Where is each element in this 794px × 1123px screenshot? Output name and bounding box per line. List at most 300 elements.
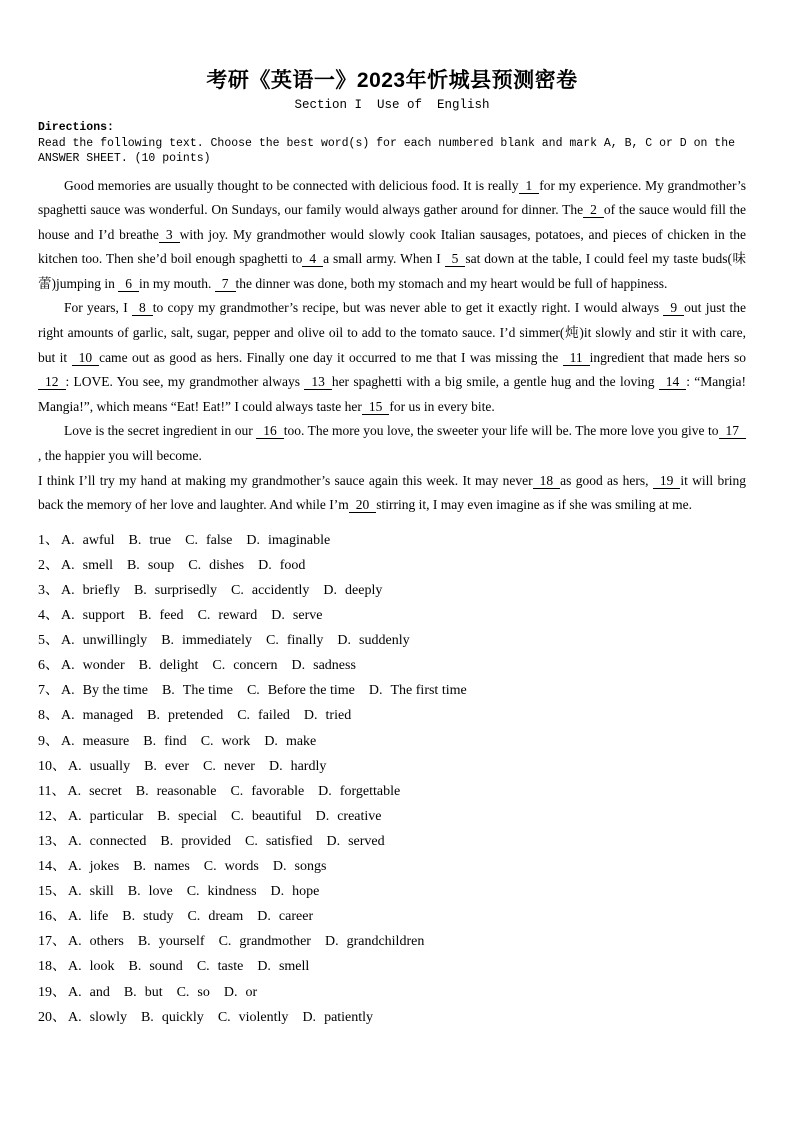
option-text: serve [292,608,323,624]
option-C [204,859,259,874]
option-label: A. [61,708,75,724]
passage-paragraph: Love is the secret ingredient in our 16 too. The more you love, the sweeter your life will be. The more love you give to 17, the happier you will become. [38,419,746,468]
option-C [230,784,304,799]
question-number: 12、 [38,808,66,824]
question-row-13 [38,829,746,854]
option-label: C. [218,934,232,950]
option-D [318,784,400,799]
option-A [68,834,146,849]
option-label: D. [368,683,383,699]
option-B [161,633,252,648]
option-text: smell [278,959,310,975]
option-text: kindness [207,884,257,900]
option-text: particular [89,808,144,824]
option-C [188,558,244,573]
option-C [197,959,244,974]
option-C [212,658,277,673]
option-label: C. [188,557,202,573]
option-B [122,909,173,924]
option-D [326,834,384,849]
question-row-8 [38,703,746,728]
option-label: C. [266,633,279,649]
question-number: 8、 [38,708,59,724]
option-text: love [148,884,173,900]
option-label: A. [61,633,75,649]
option-B [136,784,217,799]
option-label: A. [68,909,82,925]
option-label: C. [185,532,198,548]
question-number: 11、 [38,783,66,799]
option-B [129,533,172,548]
question-row-12 [38,804,746,829]
option-C [219,934,311,949]
option-text: food [279,557,306,573]
option-label: D. [302,1009,317,1025]
option-text: Before the time [267,683,355,699]
option-label: A. [68,984,82,1000]
cloze-blank-6: 6 [118,276,139,292]
option-text: work [221,733,251,749]
option-D [369,683,467,698]
option-text: feed [159,608,184,624]
option-label: C. [244,833,258,849]
cloze-blank-20: 20 [349,497,377,513]
question-number: 16、 [38,909,66,925]
option-text: unwillingly [82,633,148,649]
option-D [302,1010,373,1025]
option-label: D. [326,833,341,849]
question-number: 15、 [38,884,66,900]
cloze-blank-7: 7 [215,276,236,292]
option-text: served [348,833,385,849]
option-text: creative [337,808,382,824]
option-A [68,809,143,824]
option-B [162,683,233,698]
option-text: concern [233,658,278,674]
option-text: accidently [251,583,310,598]
question-row-9 [38,729,746,754]
question-number: 14、 [38,859,66,875]
cloze-blank-16: 16 [256,423,284,439]
option-text: skill [89,884,114,900]
question-row-4 [38,603,746,628]
option-label: B. [144,758,157,774]
option-text: violently [238,1009,289,1025]
question-row-15 [38,879,746,904]
option-text: life [89,909,109,925]
option-label: A. [61,583,75,598]
cloze-blank-15: 15 [362,399,390,415]
option-A [68,985,110,1000]
option-C [203,759,255,774]
option-label: C. [246,683,260,699]
section-heading: Section I Use of English [294,98,490,112]
option-text: managed [82,708,134,724]
option-label: B. [140,1009,154,1025]
option-B [139,608,184,623]
option-text: patiently [324,1009,374,1025]
question-number: 1、 [38,532,59,548]
question-list [38,528,746,1030]
passage-paragraph: For years, I 8 to copy my grandmother’s recipe, but was never able to get it exactly right. I would always 9 out just the right amounts of garlic, salt, sugar, pepper and olive oil to add to the tomato sauce. I’d simmer(炖)it slowly and stir it with care, but it 10 came out as good as hers. Finally one day it occurred to me that I was missing the 11 ingredient that made hers so 12 : LOVE. You see, my grandmother always 13 her spaghetti with a big smile, a gentle hug and the loving 14 : “Mangia! Mangia!”, which means “Eat! Eat!” I could always taste her 15 for us in every bite. [38,300,747,414]
question-row-20 [38,1005,746,1030]
directions-block [38,120,746,167]
question-number: 10、 [38,758,66,774]
option-label: D. [271,608,285,624]
option-text: suddenly [359,633,410,649]
option-D [337,633,409,648]
passage-paragraph: Good memories are usually thought to be connected with delicious food. It is really 1 for my experience. My grandmother’s spaghetti sauce was wonderful. On Sundays, our family would always gather around for dinner. The 2 of the sauce would fill the house and I’d breathe 3 with joy. My grandmother would slowly cook Italian sausages, potatoes, and pieces of chicken in the kitchen too. Then she’d boil enough spaghetti to 4 a small army. When I 5 sat down at the table, I could feel my taste buds(味蕾)jumping in 6 in my mouth. 7 the dinner was done, both my stomach and my heart would be full of happiness. [38,177,746,291]
option-label: D. [324,934,339,950]
option-C [177,985,210,1000]
option-label: D. [272,859,287,875]
option-text: true [149,532,172,548]
option-text: beautiful [251,808,302,824]
option-B [157,809,217,824]
option-text: reasonable [156,783,217,799]
option-label: C. [200,733,214,749]
question-number: 13、 [38,833,66,849]
option-C [201,734,251,749]
option-text: dream [208,909,244,925]
option-A [67,784,121,799]
option-C [237,708,290,723]
directions-label: Directions: [38,121,114,134]
option-text: secret [89,783,122,799]
option-text: The time [182,683,233,699]
option-text: and [89,984,110,1000]
option-A [68,909,108,924]
option-B [134,583,217,598]
option-text: taste [217,959,244,975]
option-B [160,834,231,849]
question-row-3 [38,578,746,603]
option-text: names [154,859,190,875]
option-text: sound [149,959,183,975]
option-label: C. [186,884,200,900]
option-label: A. [67,783,82,799]
option-text: others [89,934,124,950]
option-D [325,934,424,949]
option-text: connected [89,833,147,849]
option-label: A. [61,532,75,548]
option-text: favorable [251,783,305,799]
option-text: support [82,608,125,624]
option-label: D. [291,658,306,674]
question-number: 7、 [38,683,59,699]
option-label: C. [196,959,210,975]
option-label: A. [61,683,75,699]
option-label: C. [230,783,244,799]
option-text: career [278,909,314,925]
option-text: smell [82,557,113,573]
option-A [68,759,130,774]
option-label: D. [257,959,271,975]
option-D [257,909,313,924]
passage-paragraph: I think I’ll try my hand at making my grandmother’s sauce again this week. It may never 18 as good as hers, 19 it will bring back the memory of her love and laughter. And while I’m 20 stirring it, I may even imagine as if she was smiling at me. [38,472,746,513]
cloze-blank-12: 12 [38,374,66,390]
question-number: 17、 [38,934,66,950]
option-label: B. [138,608,152,624]
option-A [68,859,119,874]
option-text: usually [89,758,131,774]
option-text: imaginable [268,532,331,548]
option-A [61,734,129,749]
question-number: 20、 [38,1009,66,1025]
option-text: study [143,909,174,925]
option-A [61,533,115,548]
question-row-19 [38,980,746,1005]
option-B [129,959,183,974]
option-label: D. [315,808,330,824]
option-text: make [285,733,317,749]
option-D [269,759,326,774]
option-label: D. [257,909,271,925]
option-text: or [245,984,258,1000]
question-number: 3、 [38,583,59,598]
cloze-blank-19: 19 [653,473,681,489]
option-label: D. [268,758,283,774]
option-text: never [223,758,255,774]
option-text: find [164,733,187,749]
option-C [245,834,313,849]
option-A [61,633,147,648]
option-B [128,884,173,899]
option-text: slowly [89,1009,127,1025]
option-label: A. [61,733,75,749]
question-row-16 [38,904,746,929]
option-text: satisfied [265,833,313,849]
option-text: quickly [161,1009,204,1025]
option-C [231,809,302,824]
option-label: D. [270,884,285,900]
option-C [266,633,323,648]
option-label: B. [123,984,137,1000]
option-B [138,934,205,949]
option-label: B. [161,633,175,649]
option-D [304,708,351,723]
option-label: C. [176,984,190,1000]
option-label: B. [147,708,160,724]
option-text: look [89,959,115,975]
option-text: grandchildren [346,934,425,950]
option-label: C. [231,583,244,598]
option-label: A. [68,833,82,849]
option-B [143,734,186,749]
question-row-2 [38,553,746,578]
option-text: briefly [82,583,120,598]
option-text: grandmother [239,934,311,950]
option-label: C. [203,758,216,774]
option-label: A. [68,808,82,824]
option-text: By the time [82,683,148,699]
option-text: so [197,984,210,1000]
option-text: deeply [345,583,383,598]
option-label: A. [68,859,82,875]
option-C [218,1010,289,1025]
option-label: C. [197,608,211,624]
question-row-18 [38,954,746,979]
option-B [133,859,190,874]
option-D [271,884,320,899]
option-label: B. [133,583,147,598]
option-label: B. [122,909,136,925]
option-C [231,583,309,598]
cloze-blank-4: 4 [302,251,323,267]
cloze-blank-13: 13 [304,374,332,390]
option-label: A. [68,959,82,975]
option-A [61,583,120,598]
option-text: provided [181,833,231,849]
option-label: D. [337,633,352,649]
option-B [144,759,189,774]
question-row-1 [38,528,746,553]
option-text: hardly [290,758,327,774]
option-text: yourself [158,934,205,950]
option-B [141,1010,204,1025]
option-text: failed [258,708,290,724]
question-number: 9、 [38,733,59,749]
option-A [68,884,114,899]
cloze-passage [38,174,746,518]
cloze-blank-14: 14 [659,374,687,390]
option-C [185,533,232,548]
option-label: D. [318,783,332,799]
option-text: soup [147,557,175,573]
cloze-blank-2: 2 [583,202,604,218]
option-label: A. [61,608,75,624]
option-label: C. [203,859,217,875]
option-text: forgettable [339,783,401,799]
option-text: hope [292,884,320,900]
option-label: B. [126,557,140,573]
option-text: finally [286,633,324,649]
question-number: 18、 [38,959,66,975]
question-number: 19、 [38,984,66,1000]
option-label: B. [138,658,152,674]
option-label: C. [237,708,251,724]
option-label: C. [230,808,244,824]
option-text: measure [82,733,130,749]
option-text: delight [159,658,199,674]
option-text: immediately [182,633,253,649]
option-text: pretended [168,708,224,724]
option-label: A. [61,658,75,674]
option-text: but [144,984,163,1000]
option-label: B. [143,733,157,749]
option-text: tried [325,708,352,724]
cloze-blank-9: 9 [663,300,684,316]
option-B [139,658,199,673]
option-text: ever [164,758,190,774]
option-A [61,608,125,623]
option-label: A. [61,557,75,573]
option-D [258,558,305,573]
question-row-6 [38,653,746,678]
option-A [61,558,113,573]
question-row-11 [38,779,746,804]
option-label: D. [258,557,272,573]
exam-title: 考研《英语一》2023年忻城县预测密卷 [206,69,578,92]
cloze-blank-1: 1 [519,178,540,194]
option-D [273,859,327,874]
option-label: B. [135,783,149,799]
option-A [61,708,133,723]
cloze-blank-5: 5 [445,251,466,267]
option-text: wonder [82,658,125,674]
option-B [147,708,223,723]
cloze-blank-18: 18 [533,473,561,489]
option-D [257,959,309,974]
option-A [68,1010,127,1025]
option-B [127,558,174,573]
option-text: words [224,859,259,875]
option-label: B. [133,859,147,875]
option-A [61,683,148,698]
question-number: 2、 [38,557,59,573]
option-text: jokes [89,859,120,875]
option-C [198,608,258,623]
option-text: awful [82,532,115,548]
cloze-blank-8: 8 [132,300,153,316]
option-label: B. [157,808,171,824]
option-text: special [178,808,217,824]
option-label: D. [223,984,238,1000]
option-A [68,959,115,974]
option-D [224,985,257,1000]
option-label: B. [160,833,174,849]
question-row-14 [38,854,746,879]
option-D [271,608,322,623]
option-label: A. [68,934,82,950]
option-C [187,884,257,899]
option-A [68,934,124,949]
option-label: D. [323,583,338,598]
option-text: songs [294,859,327,875]
question-number: 5、 [38,633,59,649]
option-label: B. [137,934,151,950]
question-row-5 [38,628,746,653]
question-row-7 [38,678,746,703]
option-text: sadness [313,658,356,674]
question-number: 4、 [38,608,59,624]
option-label: A. [68,884,82,900]
option-B [124,985,163,1000]
option-D [316,809,382,824]
option-label: D. [303,708,318,724]
option-D [292,658,356,673]
option-label: B. [128,959,142,975]
option-label: D. [246,532,261,548]
option-label: C. [217,1009,231,1025]
directions-text: Read the following text. Choose the best word(s) for each numbered blank and mark A, B, C or D on the ANSWER SHEET. (10 points) [38,136,736,165]
option-label: A. [68,758,82,774]
option-label: C. [187,909,201,925]
cloze-blank-10: 10 [72,350,100,366]
option-label: B. [128,532,142,548]
option-text: reward [218,608,258,624]
cloze-blank-11: 11 [563,350,590,366]
question-row-10 [38,754,746,779]
option-label: B. [127,884,141,900]
option-text: surprisedly [154,583,218,598]
question-number: 6、 [38,658,59,674]
question-row-17 [38,929,746,954]
option-text: false [205,532,233,548]
option-label: A. [68,1009,82,1025]
option-C [187,909,243,924]
cloze-blank-3: 3 [159,227,180,243]
